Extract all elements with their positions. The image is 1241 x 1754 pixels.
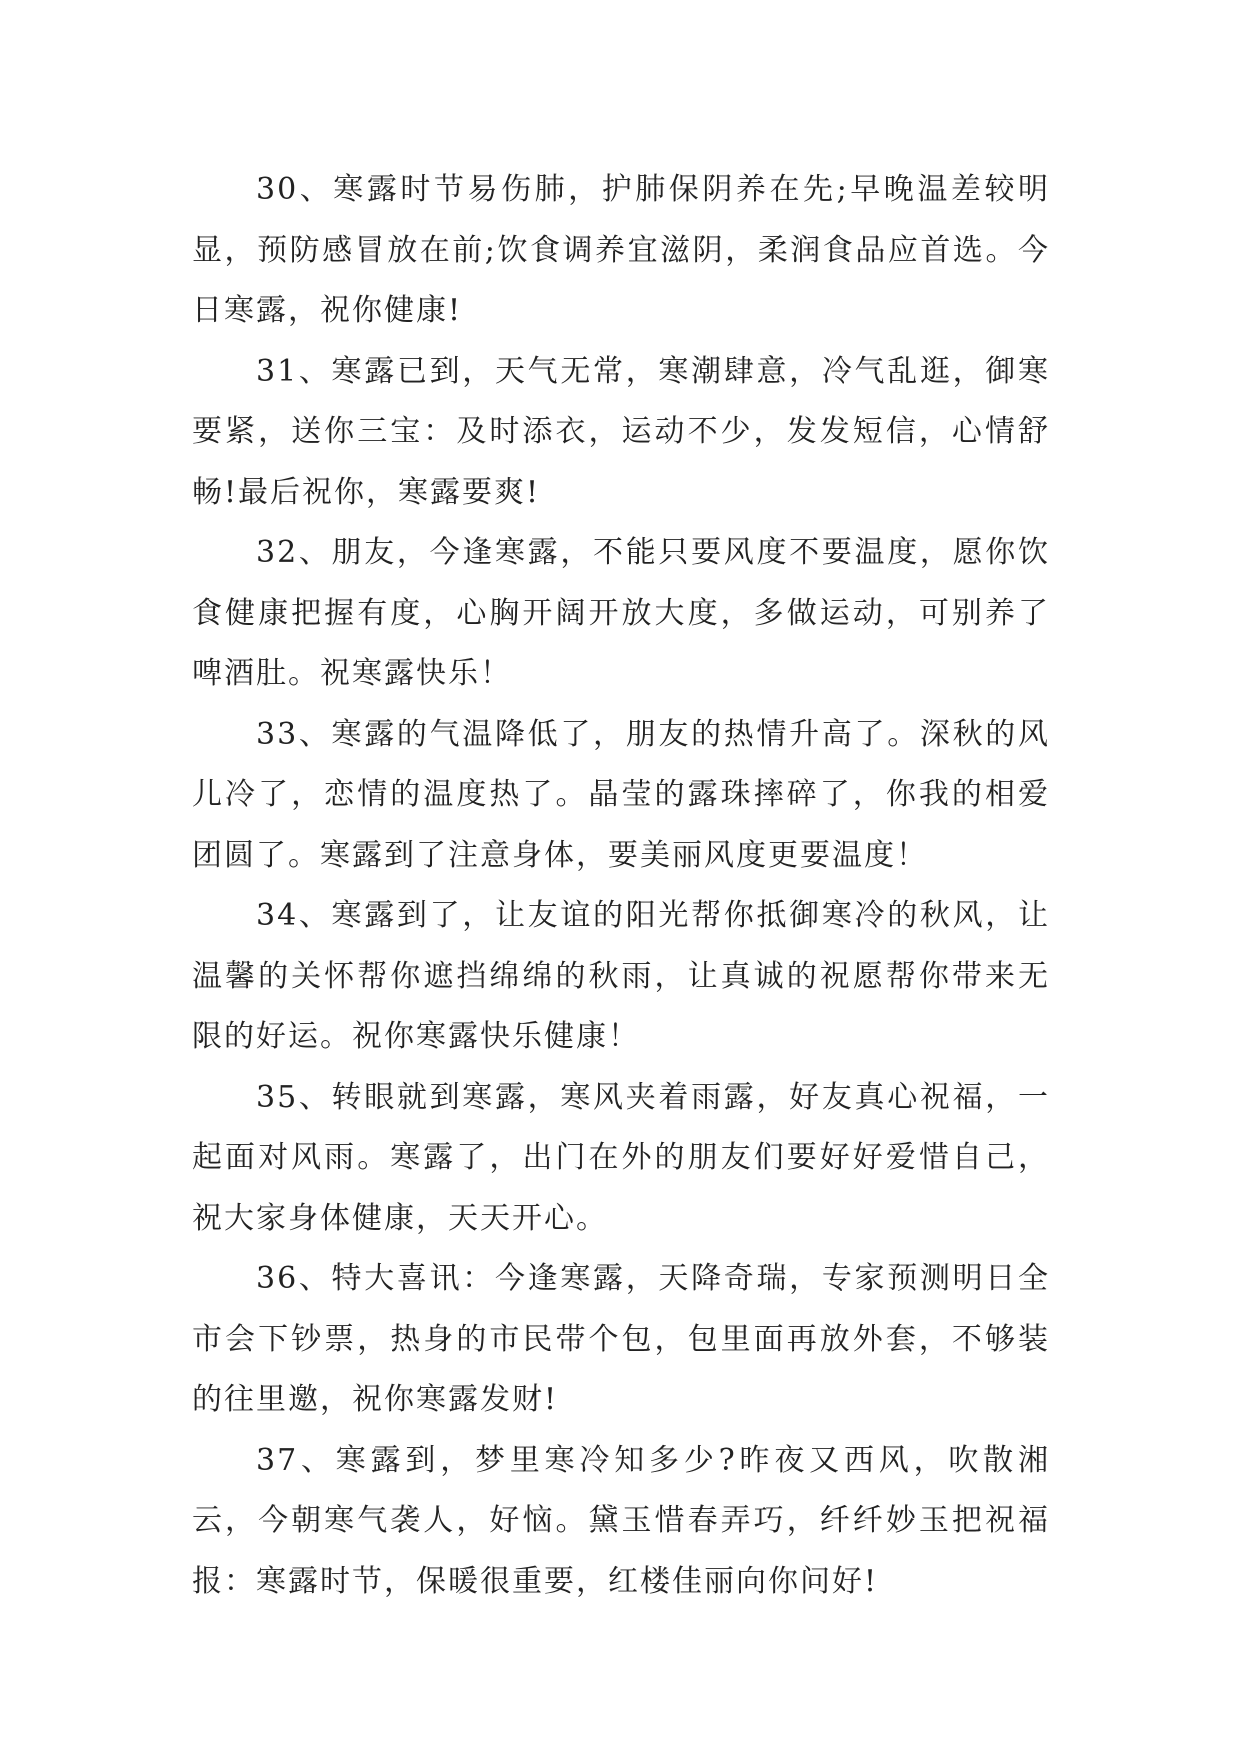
document-body: [192, 160, 1050, 1612]
paragraph-35: 35、转眼就到寒露，寒风夹着雨露，好友真心祝福，一起面对风雨。寒露了，出门在外的朋友们要好好爱惜自己，祝大家身体健康，天天开心。: [192, 1079, 1050, 1236]
paragraph-33: 33、寒露的气温降低了，朋友的热情升高了。深秋的风儿冷了，恋情的温度热了。晶莹的露珠摔碎了，你我的相爱团圆了。寒露到了注意身体，要美丽风度更要温度！: [192, 716, 1050, 873]
paragraph-30: 30、寒露时节易伤肺，护肺保阴养在先;早晚温差较明显，预防感冒放在前;饮食调养宜滋阴，柔润食品应首选。今日寒露，祝你健康!: [192, 172, 1050, 328]
paragraph-37: 37、寒露到，梦里寒冷知多少?昨夜又西风，吹散湘云，今朝寒气袭人，好恼。黛玉惜春弄巧，纤纤妙玉把祝福报：寒露时节，保暖很重要，红楼佳丽向你问好!: [192, 1442, 1050, 1599]
paragraph-36: 36、特大喜讯：今逢寒露，天降奇瑞，专家预测明日全市会下钞票，热身的市民带个包，包里面再放外套，不够装的往里邀，祝你寒露发财!: [192, 1261, 1050, 1417]
paragraph-34: 34、寒露到了，让友谊的阳光帮你抵御寒冷的秋风，让温馨的关怀帮你遮挡绵绵的秋雨，让真诚的祝愿帮你带来无限的好运。祝你寒露快乐健康！: [192, 898, 1050, 1054]
paragraph-32: 32、朋友，今逢寒露，不能只要风度不要温度，愿你饮食健康把握有度，心胸开阔开放大度，多做运动，可别养了啤酒肚。祝寒露快乐！: [192, 535, 1050, 691]
paragraph-31: 31、寒露已到，天气无常，寒潮肆意，冷气乱逛，御寒要紧，送你三宝：及时添衣，运动不少，发发短信，心情舒畅!最后祝你，寒露要爽!: [192, 353, 1050, 510]
